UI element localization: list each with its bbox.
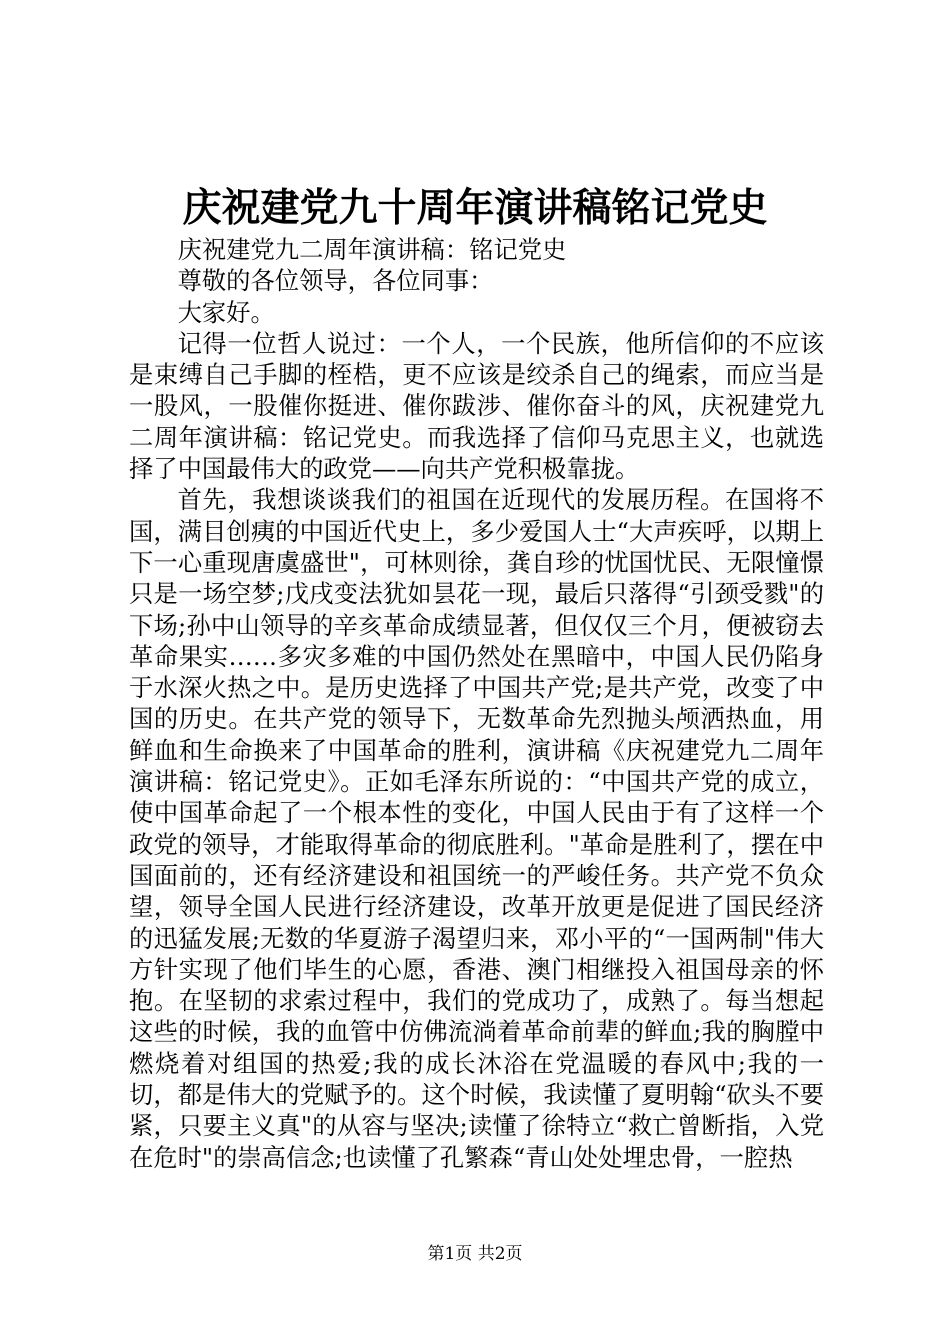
paragraph-salutation: 尊敬的各位领导，各位同事：	[177, 266, 494, 296]
page-number-footer: 第1页 共2页	[427, 1244, 523, 1264]
paragraph-subtitle: 庆祝建党九二周年演讲稿：铭记党史	[177, 235, 567, 264]
paragraph-history: 首先，我想谈谈我们的祖国在近现代的发展历程。在国将不国，满目创痍的中国近代史上，多少爱国人士“大声疾呼，以期上下一心重现唐虞盛世"，可林则徐，龚自珍的忧国忧民、无限憧憬只是一场空梦;戊戌变法犹如昙花一现，最后只落得“引颈受戮"的下场;孙中山领导的辛亥革命成绩显著，但仅仅三个月，便被窃去革命果实……多灾多难的中国仍然处在黑暗中，中国人民仍陷身于水深火热之中。是历史选择了中国共产党;是共产党，改变了中国的历史。在共产党的领导下，无数革命先烈抛头颅洒热血，用鲜血和生命换来了中国革命的胜利，演讲稿《庆祝建党九二周年演讲稿：铭记党史》。正如毛泽东所说的：“中国共产党的成立，使中国革命起了一个根本性的变化，中国人民由于有了这样一个政党的领导，才能取得革命的彻底胜利。"革命是胜利了，摆在中国面前的，还有经济建设和祖国统一的严峻任务。共产党不负众望，领导全国人民进行经济建设，改革开放更是促进了国民经济的迅猛发展;无数的华夏游子渴望归来，邓小平的“一国两制"伟大方针实现了他们毕生的心愿，香港、澳门相继投入祖国母亲的怀抱。在坚韧的求索过程中，我们的党成功了，成熟了。每当想起这些的时候，我的血管中仿佛流淌着革命前辈的鲜血;我的胸膛中燃烧着对组国的热爱;我的成长沐浴在党温暖的春风中;我的一切，都是伟大的党赋予的。这个时候，我读懂了夏明翰“砍头不要紧，只要主义真"的从容与坚决;读懂了徐特立“救亡曾断指，入党在危时"的崇高信念;也读懂了孔繁森“青山处处埋忠骨，一腔热	[129, 485, 824, 1172]
paragraph-intro: 记得一位哲人说过：一个人，一个民族，他所信仰的不应该是束缚自己手脚的桎梏，更不应该是绞杀自己的绳索，而应当是一股风，一股催你挺进、催你跋涉、催你奋斗的风，庆祝建党九二周年演讲稿：铭记党史。而我选择了信仰马克思主义，也就选择了中国最伟大的政党——向共产党积极靠拢。	[129, 328, 824, 484]
paragraph-greeting: 大家好。	[177, 297, 275, 327]
document-title: 庆祝建党九十周年演讲稿铭记党史	[182, 185, 768, 231]
document-body	[129, 234, 824, 1173]
